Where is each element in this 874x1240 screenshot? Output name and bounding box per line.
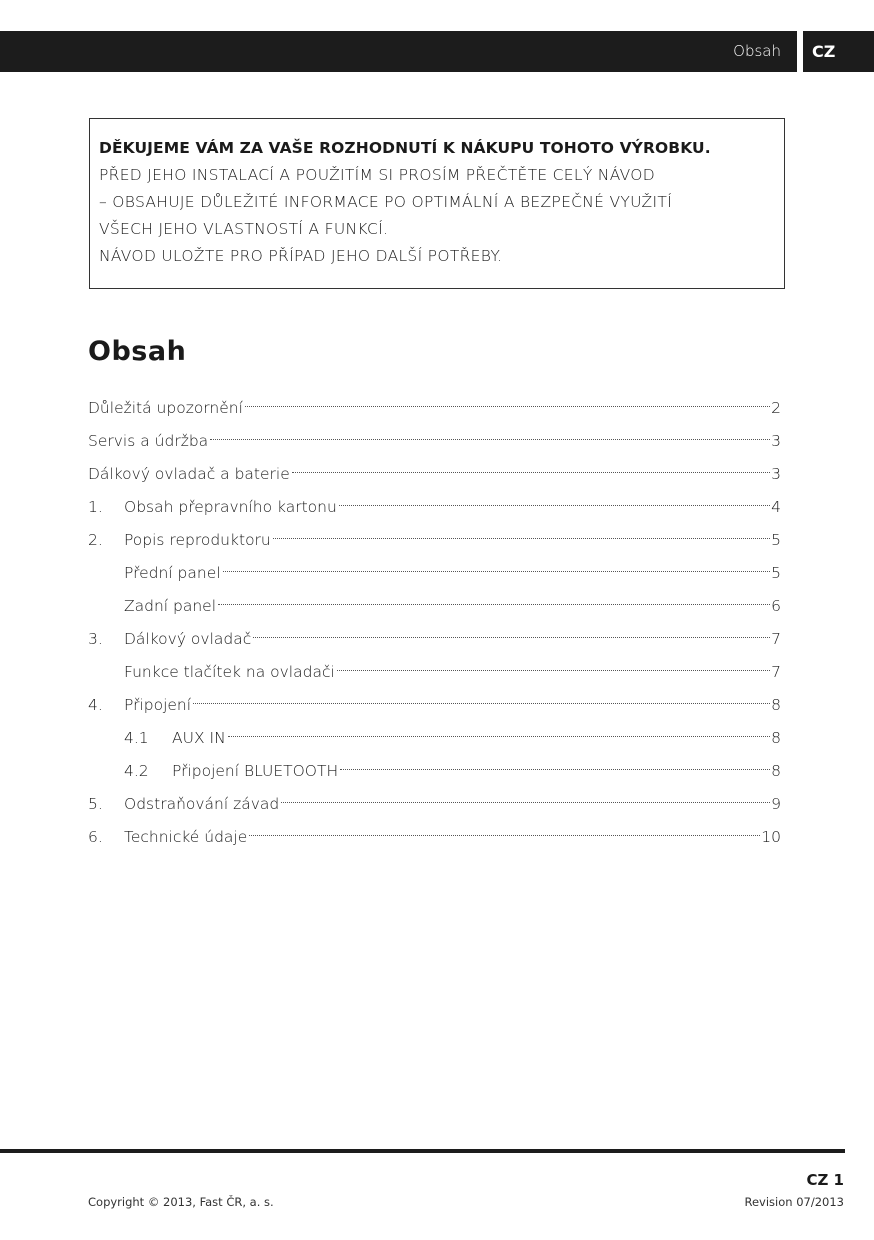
toc-item-page: 3 (771, 465, 781, 483)
toc-item-label: Servis a údržba (88, 432, 209, 450)
toc-item-label: Funkce tlačítek na ovladači (124, 663, 335, 681)
notice-line: PŘED JEHO INSTALACÍ A POUŽITÍM SI PROSÍM PŘEČTĚTE CELÝ NÁVOD (99, 166, 655, 184)
toc-item-label: Odstraňování závad (124, 795, 280, 813)
footer-rule (0, 1149, 845, 1153)
toc-item-label: Zadní panel (124, 597, 217, 615)
header-language-tab: CZ (803, 31, 874, 72)
toc-item-label: Obsah přepravního kartonu (124, 498, 337, 516)
toc-item[interactable] (88, 524, 781, 557)
toc-item-number: 4. (88, 696, 103, 714)
toc-subitem[interactable] (88, 557, 781, 590)
toc-item[interactable] (88, 623, 781, 656)
toc-item-page: 2 (771, 399, 781, 417)
toc-dot-leader (340, 769, 770, 770)
toc-item[interactable] (88, 392, 781, 425)
toc-item-page: 10 (761, 828, 781, 846)
toc-item-label: Připojení BLUETOOTH (172, 762, 339, 780)
header-section-title: Obsah (733, 42, 781, 60)
toc-title: Obsah (88, 336, 187, 367)
notice-line: NÁVOD ULOŽTE PRO PŘÍPAD JEHO DALŠÍ POTŘEBY. (99, 247, 503, 265)
footer-revision: Revision 07/2013 (744, 1195, 844, 1209)
toc-item-page: 5 (771, 564, 781, 582)
toc-subitem[interactable] (88, 590, 781, 623)
toc-item[interactable] (88, 458, 781, 491)
toc-dot-leader (218, 604, 770, 605)
toc-item-page: 8 (771, 696, 781, 714)
toc-item-label: Dálkový ovladač a baterie (88, 465, 290, 483)
toc-item-number: 2. (88, 531, 103, 549)
notice-line: – OBSAHUJE DŮLEŽITÉ INFORMACE PO OPTIMÁLNÍ A BEZPEČNÉ VYUŽITÍ (99, 193, 672, 211)
toc-item-label: Důležitá upozornění (88, 399, 243, 417)
header-bar (0, 31, 797, 72)
toc-item[interactable] (88, 821, 781, 854)
toc-item-page: 7 (771, 630, 781, 648)
toc-item-label: Technické údaje (124, 828, 248, 846)
toc-item-page: 5 (771, 531, 781, 549)
toc-dot-leader (223, 571, 771, 572)
toc-item[interactable] (88, 788, 781, 821)
toc-item-label: Připojení (124, 696, 192, 714)
toc-item-number: 5. (88, 795, 103, 813)
toc-dot-leader (210, 439, 770, 440)
toc-item-number: 4.2 (124, 762, 149, 780)
footer-copyright: Copyright © 2013, Fast ČR, a. s. (88, 1195, 274, 1209)
notice-box (89, 118, 785, 289)
toc-item[interactable] (88, 491, 781, 524)
toc-dot-leader (281, 802, 770, 803)
toc-dot-leader (193, 703, 770, 704)
toc-dot-leader (228, 736, 770, 737)
toc-dot-leader (273, 538, 770, 539)
toc-item-number: 6. (88, 828, 103, 846)
toc-item[interactable] (88, 689, 781, 722)
toc-item-label: Přední panel (124, 564, 221, 582)
toc-dot-leader (292, 472, 770, 473)
toc-subitem[interactable] (88, 722, 781, 755)
toc-dot-leader (245, 406, 770, 407)
toc-dot-leader (337, 670, 770, 671)
toc-item-page: 7 (771, 663, 781, 681)
table-of-contents (88, 392, 781, 854)
toc-item-label: Dálkový ovladač (124, 630, 252, 648)
notice-heading: DĚKUJEME VÁM ZA VAŠE ROZHODNUTÍ K NÁKUPU TOHOTO VÝROBKU. (99, 139, 711, 157)
toc-item-label: AUX IN (172, 729, 226, 747)
toc-item-label: Popis reproduktoru (124, 531, 271, 549)
toc-subitem[interactable] (88, 755, 781, 788)
toc-dot-leader (249, 835, 760, 836)
toc-item-page: 9 (771, 795, 781, 813)
toc-item-page: 6 (771, 597, 781, 615)
toc-item-number: 4.1 (124, 729, 149, 747)
toc-subitem[interactable] (88, 656, 781, 689)
toc-item-number: 1. (88, 498, 103, 516)
footer-page-number: CZ 1 (806, 1171, 844, 1189)
toc-item-page: 8 (771, 762, 781, 780)
toc-item-number: 3. (88, 630, 103, 648)
toc-item-page: 8 (771, 729, 781, 747)
toc-item-page: 4 (771, 498, 781, 516)
toc-dot-leader (253, 637, 770, 638)
toc-dot-leader (339, 505, 770, 506)
notice-line: VŠECH JEHO VLASTNOSTÍ A FUNKCÍ. (99, 220, 389, 238)
toc-item-page: 3 (771, 432, 781, 450)
toc-item[interactable] (88, 425, 781, 458)
